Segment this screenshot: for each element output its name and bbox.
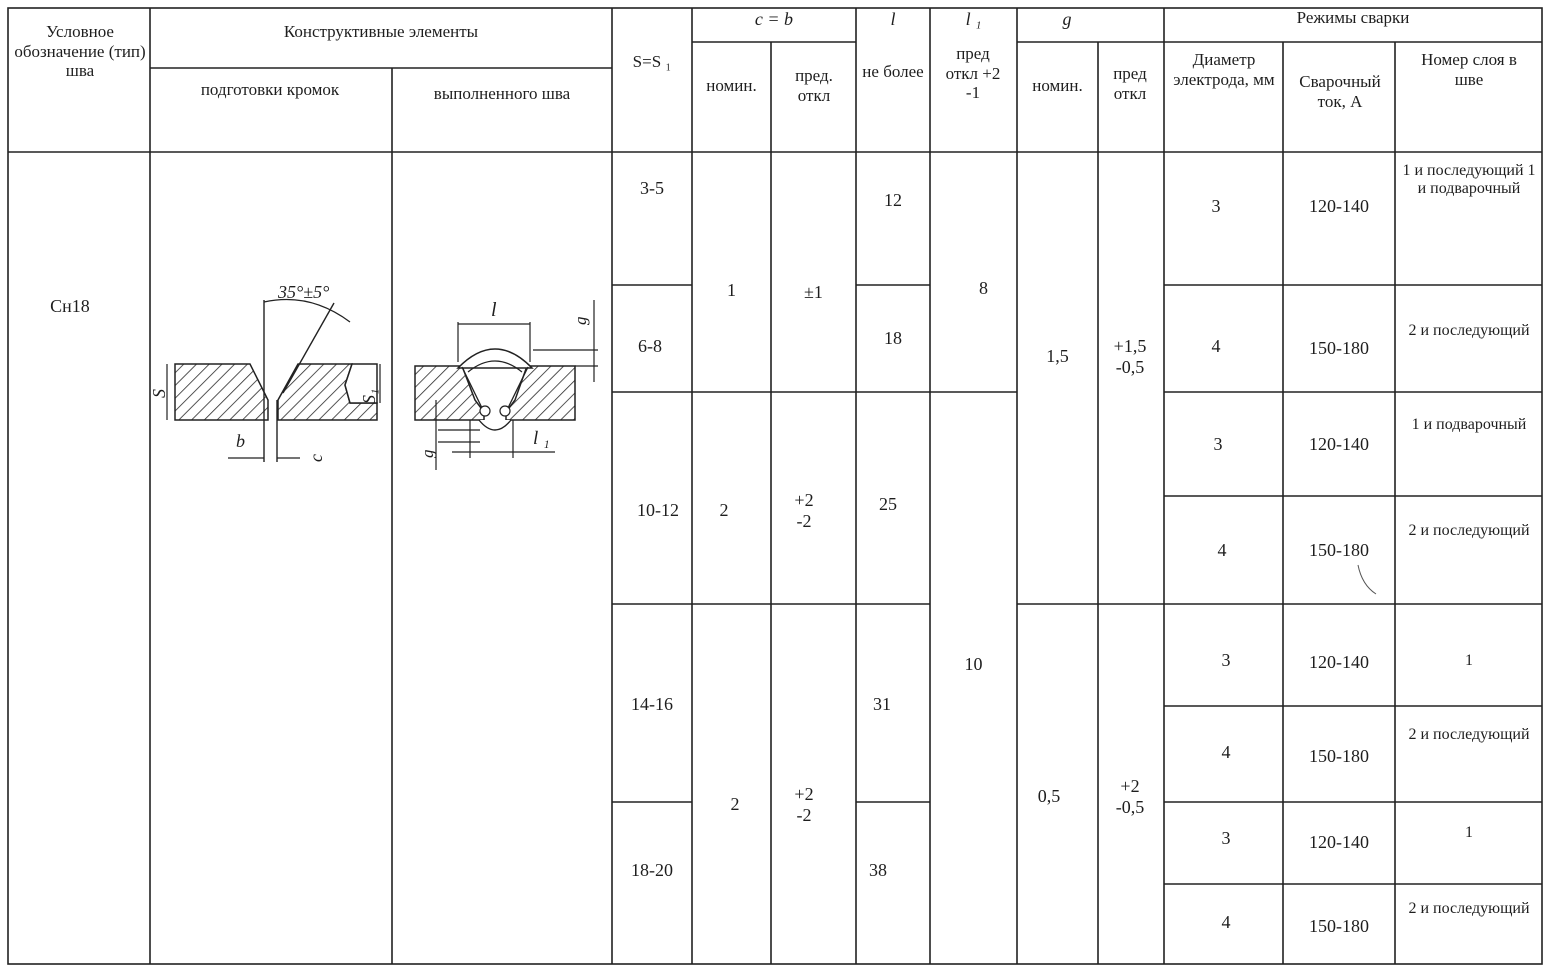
b-label: b xyxy=(236,431,245,451)
header-constructive-elements: Конструктивные элементы xyxy=(283,22,479,41)
g-bottom-label: g xyxy=(418,449,437,458)
current-cell: 120-140 xyxy=(1309,832,1369,852)
layer-cell: 2 и последующий xyxy=(1408,726,1530,743)
layer-cell: 1 xyxy=(1465,652,1473,669)
header-g-tolerance: пред откл xyxy=(1113,64,1147,103)
angle-label: 35°±5° xyxy=(278,282,330,302)
finished-weld-drawing xyxy=(415,299,598,470)
layer-cell: 2 и последующий xyxy=(1408,522,1530,539)
current-cell: 150-180 xyxy=(1309,338,1369,358)
header-l: l xyxy=(890,9,896,29)
current-cell: 120-140 xyxy=(1309,434,1369,454)
layer-cell: 1 и последующий 1 и подварочный xyxy=(1402,162,1536,198)
header-l1-tolerance: пред откл +2 -1 xyxy=(945,44,1001,103)
grid-lines xyxy=(8,8,1542,964)
diameter-cell: 4 xyxy=(1217,540,1227,560)
c-label: c xyxy=(306,454,326,462)
diameter-cell: 4 xyxy=(1221,742,1231,762)
header-finished-weld: выполненного шва xyxy=(433,84,571,103)
l1-cell: 10 xyxy=(964,654,983,674)
l-cell: 31 xyxy=(873,694,891,714)
header-edge-prep: подготовки кромок xyxy=(200,80,340,99)
diameter-cell: 4 xyxy=(1221,912,1231,932)
cb-tolerance-cell: +2 -2 xyxy=(794,490,814,531)
diameter-cell: 3 xyxy=(1221,650,1231,670)
l-cell: 12 xyxy=(884,190,902,210)
s1-label: S₁ xyxy=(359,388,379,404)
s-label: S xyxy=(149,389,169,398)
diameter-cell: 4 xyxy=(1211,336,1221,356)
header-designation: Условное обозначение (тип) шва xyxy=(14,22,146,81)
header-electrode-diameter: Диаметр электрода, мм xyxy=(1173,50,1275,89)
header-welding-current: Сварочный ток, А xyxy=(1299,72,1381,111)
g-nominal-cell: 0,5 xyxy=(1037,786,1061,806)
current-cell: 120-140 xyxy=(1309,196,1369,216)
g-nominal-cell: 1,5 xyxy=(1046,346,1069,366)
l-cell: 18 xyxy=(884,328,902,348)
current-cell: 150-180 xyxy=(1309,746,1369,766)
header-g-nominal: номин. xyxy=(1032,76,1083,95)
cb-nominal-cell: 2 xyxy=(730,794,740,814)
l-label: l xyxy=(491,299,497,321)
header-g: g xyxy=(1062,9,1072,29)
l1-cell: 8 xyxy=(979,278,988,298)
header-layer-number: Номер слоя в шве xyxy=(1421,50,1517,89)
layer-cell: 1 xyxy=(1465,824,1473,841)
header-not-more: не более xyxy=(862,62,924,81)
layer-cell: 1 и подварочный xyxy=(1411,416,1527,433)
thickness-cell: 10-12 xyxy=(637,500,679,520)
g-tolerance-cell: +2 -0,5 xyxy=(1115,776,1145,817)
l1-label: l ₁ xyxy=(533,428,550,449)
header-thickness: S=S ₁ xyxy=(632,52,672,71)
current-cell: 150-180 xyxy=(1309,540,1369,560)
header-l1: l ₁ xyxy=(965,9,982,29)
thickness-cell: 3-5 xyxy=(640,178,664,198)
layer-cell: 2 и последующий xyxy=(1408,322,1530,339)
weld-type: Сн18 xyxy=(50,296,90,316)
g-top-label: g xyxy=(571,316,590,325)
current-cell: 120-140 xyxy=(1309,652,1369,672)
diameter-cell: 3 xyxy=(1213,434,1223,454)
current-cell: 150-180 xyxy=(1309,916,1369,936)
diameter-cell: 3 xyxy=(1211,196,1221,216)
layer-cell: 2 и последующий xyxy=(1408,900,1530,917)
diameter-cell: 3 xyxy=(1221,828,1231,848)
header-cb-nominal: номин. xyxy=(706,76,757,95)
thickness-cell: 14-16 xyxy=(631,694,673,714)
l-cell: 25 xyxy=(879,494,897,514)
header-c-eq-b: c = b xyxy=(754,9,794,29)
cb-tolerance-cell: ±1 xyxy=(804,282,823,302)
cb-tolerance-cell: +2 -2 xyxy=(794,784,814,825)
thickness-cell: 6-8 xyxy=(638,336,662,356)
edge-preparation-drawing xyxy=(149,282,380,462)
thickness-cell: 18-20 xyxy=(631,860,673,880)
header-welding-modes: Режимы сварки xyxy=(1296,8,1410,27)
l-cell: 38 xyxy=(869,860,887,880)
cb-nominal-cell: 2 xyxy=(719,500,729,520)
g-tolerance-cell: +1,5 -0,5 xyxy=(1113,336,1147,377)
pen-mark xyxy=(1358,565,1376,594)
header-cb-tolerance: пред. откл xyxy=(795,66,833,105)
cb-nominal-cell: 1 xyxy=(727,280,736,300)
